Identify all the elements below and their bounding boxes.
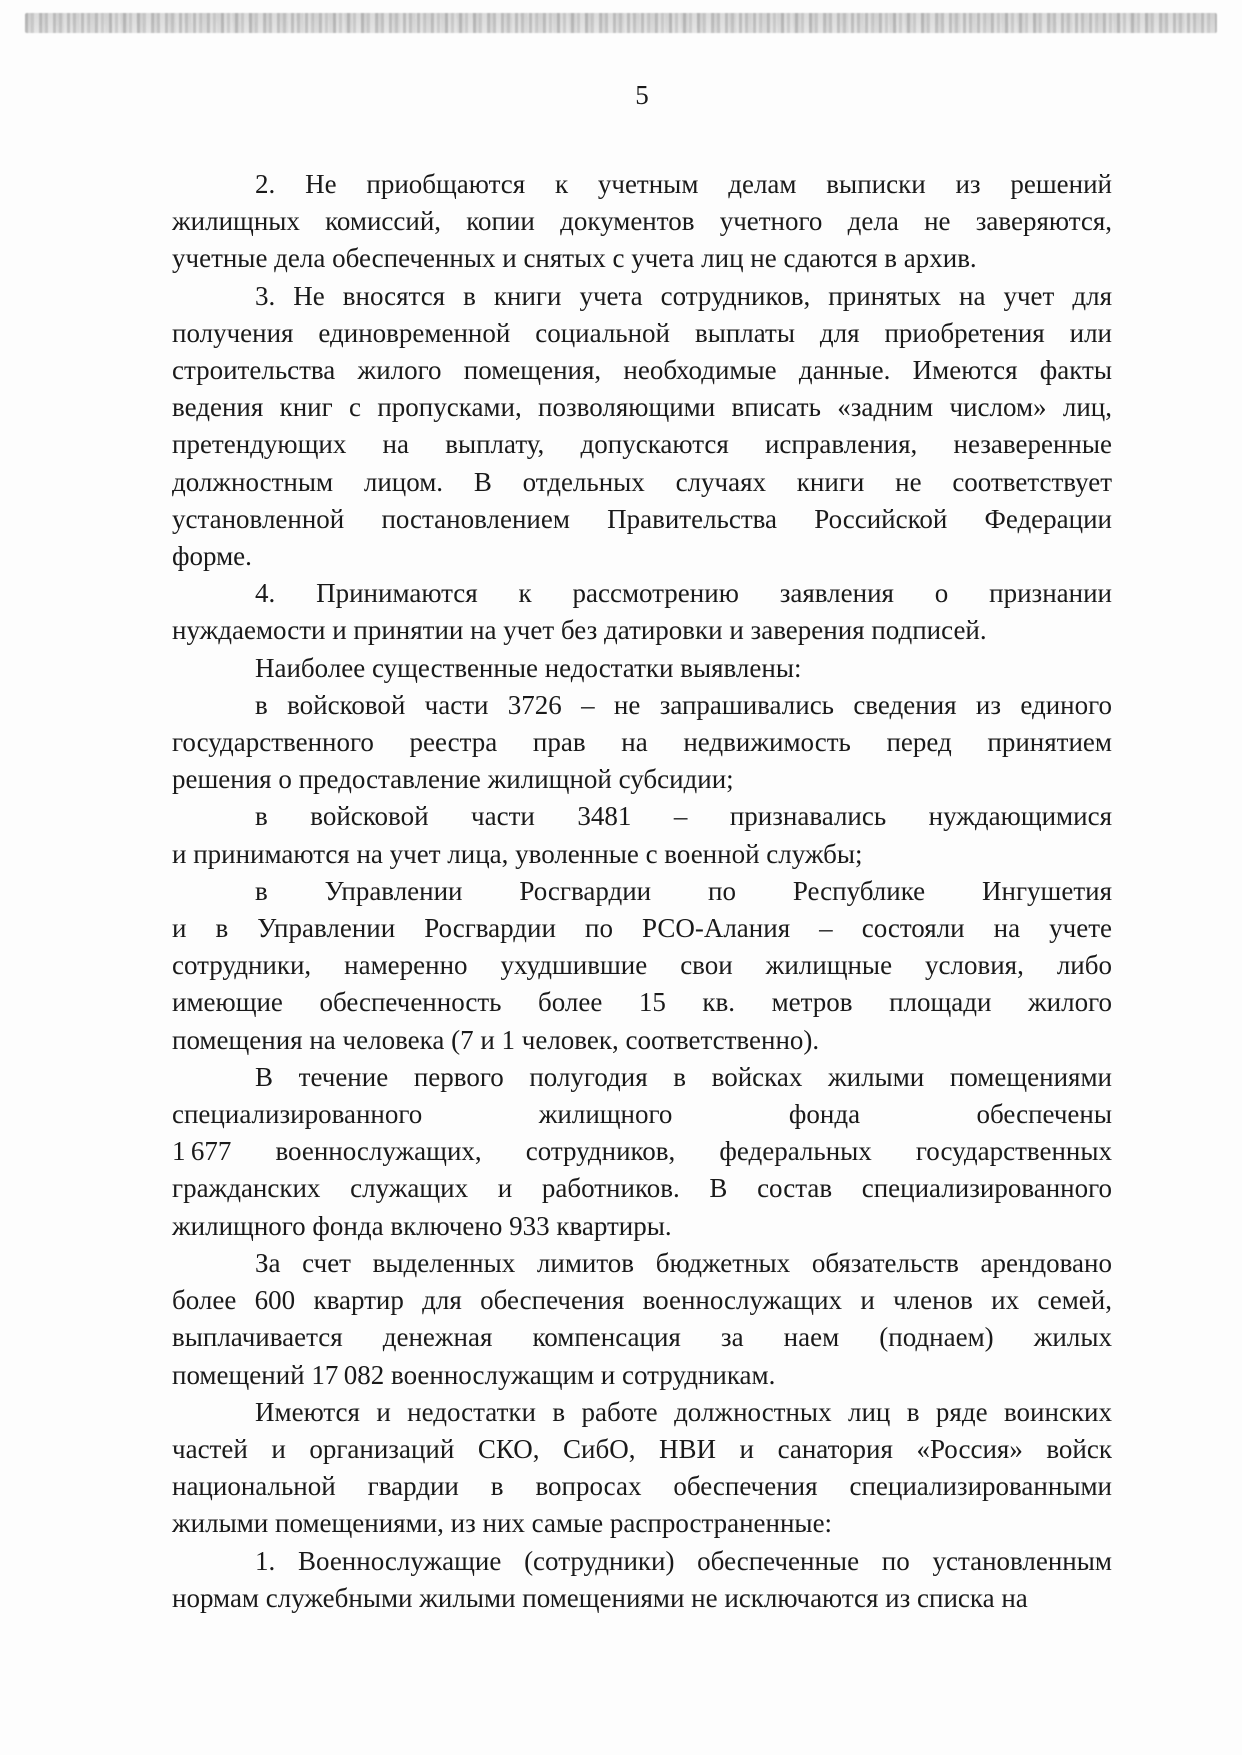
text-line: получения единовременной социальной выплаты для приобретения или <box>172 317 1112 348</box>
text-line: специализированного жилищного фонда обеспечены <box>172 1099 1112 1130</box>
text-line: выплачивается денежная компенсация за наем (поднаем) жилых <box>172 1322 1112 1353</box>
text-line: строительства жилого помещения, необходимые данные. Имеются факты <box>172 355 1112 386</box>
text-line: 1 677 военнослужащих, сотрудников, федеральных государственных <box>172 1136 1112 1167</box>
text-line: 2. Не приобщаются к учетным делам выписки из решений <box>255 169 1112 199</box>
paragraph <box>172 278 1112 576</box>
text-line: помещения на человека (7 и 1 человек, соответственно). <box>172 1024 820 1055</box>
text-line: гражданских служащих и работников. В состав специализированного <box>172 1173 1112 1204</box>
paragraph <box>172 575 1112 649</box>
text-line: Наиболее существенные недостатки выявлены: <box>255 652 802 683</box>
text-line: учетные дела обеспеченных и снятых с учета лиц не сдаются в архив. <box>172 243 977 274</box>
text-line: форме. <box>172 541 252 572</box>
paragraph <box>172 1245 1112 1394</box>
text-line: 3. Не вносятся в книги учета сотрудников, принятых на учет для <box>255 280 1112 311</box>
paragraph <box>172 1059 1112 1245</box>
text-line: частей и организаций СКО, СибО, НВИ и санатория «Россия» войск <box>172 1433 1112 1464</box>
paragraph <box>172 650 1112 687</box>
text-line: Имеются и недостатки в работе должностных лиц в ряде воинских <box>255 1396 1112 1427</box>
text-line: и в Управлении Росгвардии по РСО-Алания – состояли на учете <box>172 913 1112 944</box>
paragraph <box>172 1394 1112 1543</box>
text-line: ведения книг с пропусками, позволяющими вписать «задним числом» лиц, <box>172 392 1112 423</box>
text-line: В течение первого полугодия в войсках жилыми помещениями <box>255 1061 1112 1092</box>
text-line: сотрудники, намеренно ухудшившие свои жилищные условия, либо <box>172 950 1112 981</box>
text-line: должностным лицом. В отдельных случаях книги не соответствует <box>172 466 1112 497</box>
text-line: имеющие обеспеченность более 15 кв. метров площади жилого <box>172 987 1112 1018</box>
text-line: в Управлении Росгвардии по Республике Ингушетия <box>255 875 1112 906</box>
text-line: помещений 17 082 военнослужащим и сотрудникам. <box>172 1359 776 1390</box>
text-line: более 600 квартир для обеспечения военнослужащих и членов их семей, <box>172 1285 1112 1316</box>
text-line: жилыми помещениями, из них самые распространенные: <box>172 1508 833 1539</box>
text-line: жилищных комиссий, копии документов учетного дела не заверяются, <box>172 206 1112 237</box>
text-line: За счет выделенных лимитов бюджетных обязательств арендовано <box>255 1247 1112 1278</box>
page-number: 5 <box>635 80 649 110</box>
text-line: 1. Военнослужащие (сотрудники) обеспеченные по установленным <box>255 1545 1112 1576</box>
paragraph <box>172 1543 1112 1617</box>
text-line: и принимаются на учет лица, уволенные с военной службы; <box>172 838 863 869</box>
document-body <box>172 166 1112 1617</box>
text-line: государственного реестра прав на недвижимость перед принятием <box>172 727 1112 758</box>
text-line: нормам служебными жилыми помещениями не исключаются из списка на <box>172 1582 1028 1613</box>
text-line: в войсковой части 3481 – признавались нуждающимися <box>255 801 1112 832</box>
text-line: национальной гвардии в вопросах обеспечения специализированными <box>172 1471 1112 1502</box>
text-line: в войсковой части 3726 – не запрашивались сведения из единого <box>255 689 1112 720</box>
text-line: установленной постановлением Правительства Российской Федерации <box>172 503 1112 534</box>
paragraph <box>172 798 1112 872</box>
text-line: претендующих на выплату, допускаются исправления, незаверенные <box>172 429 1112 460</box>
paragraph <box>172 687 1112 799</box>
scan-artifact-band <box>25 13 1217 33</box>
text-line: нуждаемости и принятии на учет без датировки и заверения подписей. <box>172 615 987 646</box>
text-line: 4. Принимаются к рассмотрению заявления о признании <box>255 578 1112 609</box>
paragraph <box>172 873 1112 1059</box>
paragraph <box>172 166 1112 278</box>
text-line: решения о предоставление жилищной субсидии; <box>172 764 734 795</box>
text-line: жилищного фонда включено 933 квартиры. <box>172 1210 672 1241</box>
